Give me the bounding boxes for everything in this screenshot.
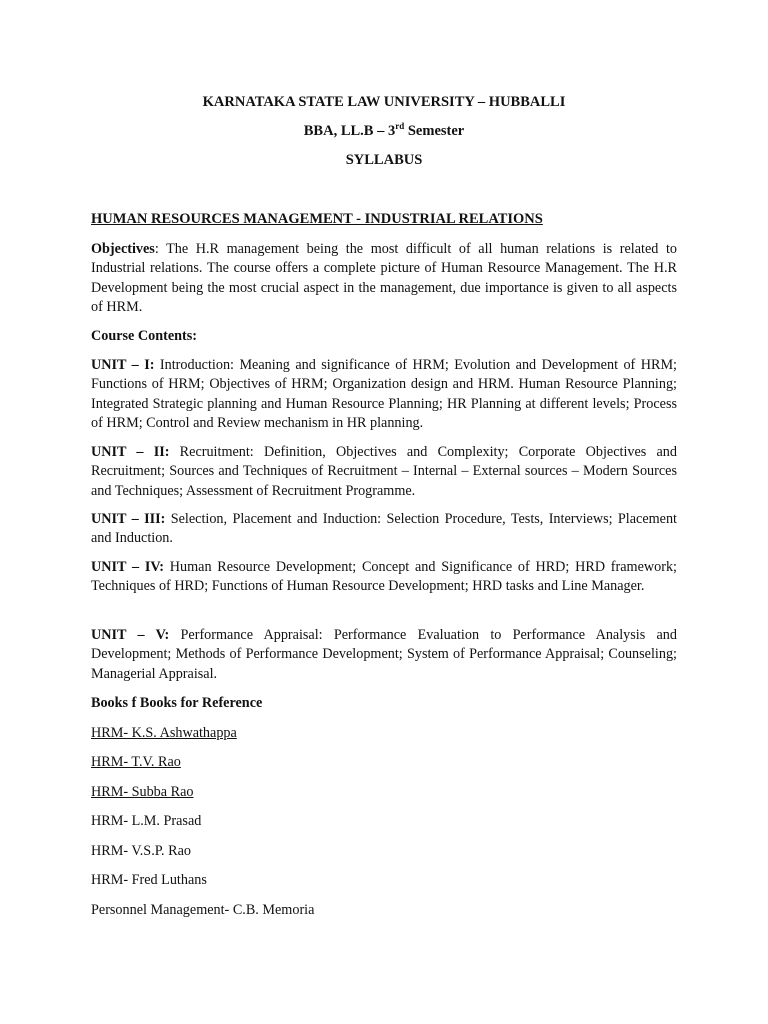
unit-2-label: UNIT – II: <box>91 444 170 460</box>
unit-1-label: UNIT – I: <box>91 357 155 373</box>
reference-item: HRM- T.V. Rao <box>91 754 181 770</box>
course-suffix: Semester <box>404 123 465 139</box>
unit-4-label: UNIT – IV: <box>91 559 165 575</box>
reference-item: HRM- V.S.P. Rao <box>91 843 192 859</box>
unit-1-text: Introduction: Meaning and significance of HRM; Evolution and Development of HRM; Functions of HRM; Objectives of HRM; Organization design and HRM. Human Resource Planning; Integrated Strategic planning and Human Resource Planning; HR Planning at different levels; Process of HRM; Control and Review mechanism in HR planning. <box>91 357 678 432</box>
course-sup: rd <box>395 121 405 132</box>
objectives-paragraph <box>91 240 677 318</box>
unit-3-paragraph <box>91 510 677 549</box>
unit-3-label: UNIT – III: <box>91 511 166 527</box>
syllabus-heading <box>0 152 768 169</box>
reference-item: HRM- Subba Rao <box>91 784 194 800</box>
unit-2-text: Recruitment: Definition, Objectives and Complexity; Corporate Objectives and Recruitment; Sources and Techniques of Recruitment – Internal – External sources – Modern Sources and Techniques; Assessment of Recruitment Programme. <box>91 444 677 499</box>
course-contents-heading: Course Contents: <box>91 328 198 344</box>
unit-1-paragraph <box>91 356 677 434</box>
unit-4-paragraph <box>91 558 677 597</box>
course-prefix: BBA, LL.B – 3 <box>303 123 396 139</box>
unit-4-text: Human Resource Development; Concept and Significance of HRD; HRD framework; Techniques of HRD; Functions of Human Resource Development; HRD tasks and Line Manager. <box>91 559 677 595</box>
university-title-text: KARNATAKA STATE LAW UNIVERSITY – HUBBALLI <box>202 94 566 110</box>
reference-item: Personnel Management- C.B. Memoria <box>91 902 315 918</box>
unit-2-paragraph <box>91 443 677 501</box>
unit-5-text: Performance Appraisal: Performance Evaluation to Performance Analysis and Development; Methods of Performance Development; System of Performance Appraisal; Counseling; Managerial Appraisal. <box>91 627 677 682</box>
objectives-label: Objectives <box>91 241 155 257</box>
unit-5-paragraph <box>91 626 677 684</box>
reference-item: HRM- K.S. Ashwathappa <box>91 725 237 741</box>
unit-3-text: Selection, Placement and Induction: Selection Procedure, Tests, Interviews; Placement and Induction. <box>91 511 677 547</box>
objectives-text: : The H.R management being the most difficult of all human relations is related to Industrial relations. The course offers a complete picture of Human Resource Management. The H.R Development being the most crucial aspect in the management, due importance is given to all aspects of HRM. <box>91 241 677 316</box>
course-semester <box>0 123 768 140</box>
books-heading: Books f Books for Reference <box>91 695 263 711</box>
unit-5-label: UNIT – V: <box>91 627 170 643</box>
reference-item: HRM- L.M. Prasad <box>91 813 202 829</box>
university-title <box>0 94 768 111</box>
syllabus-heading-text: SYLLABUS <box>345 152 423 168</box>
subject-title: HUMAN RESOURCES MANAGEMENT - INDUSTRIAL RELATIONS <box>91 211 543 227</box>
reference-item: HRM- Fred Luthans <box>91 872 207 888</box>
